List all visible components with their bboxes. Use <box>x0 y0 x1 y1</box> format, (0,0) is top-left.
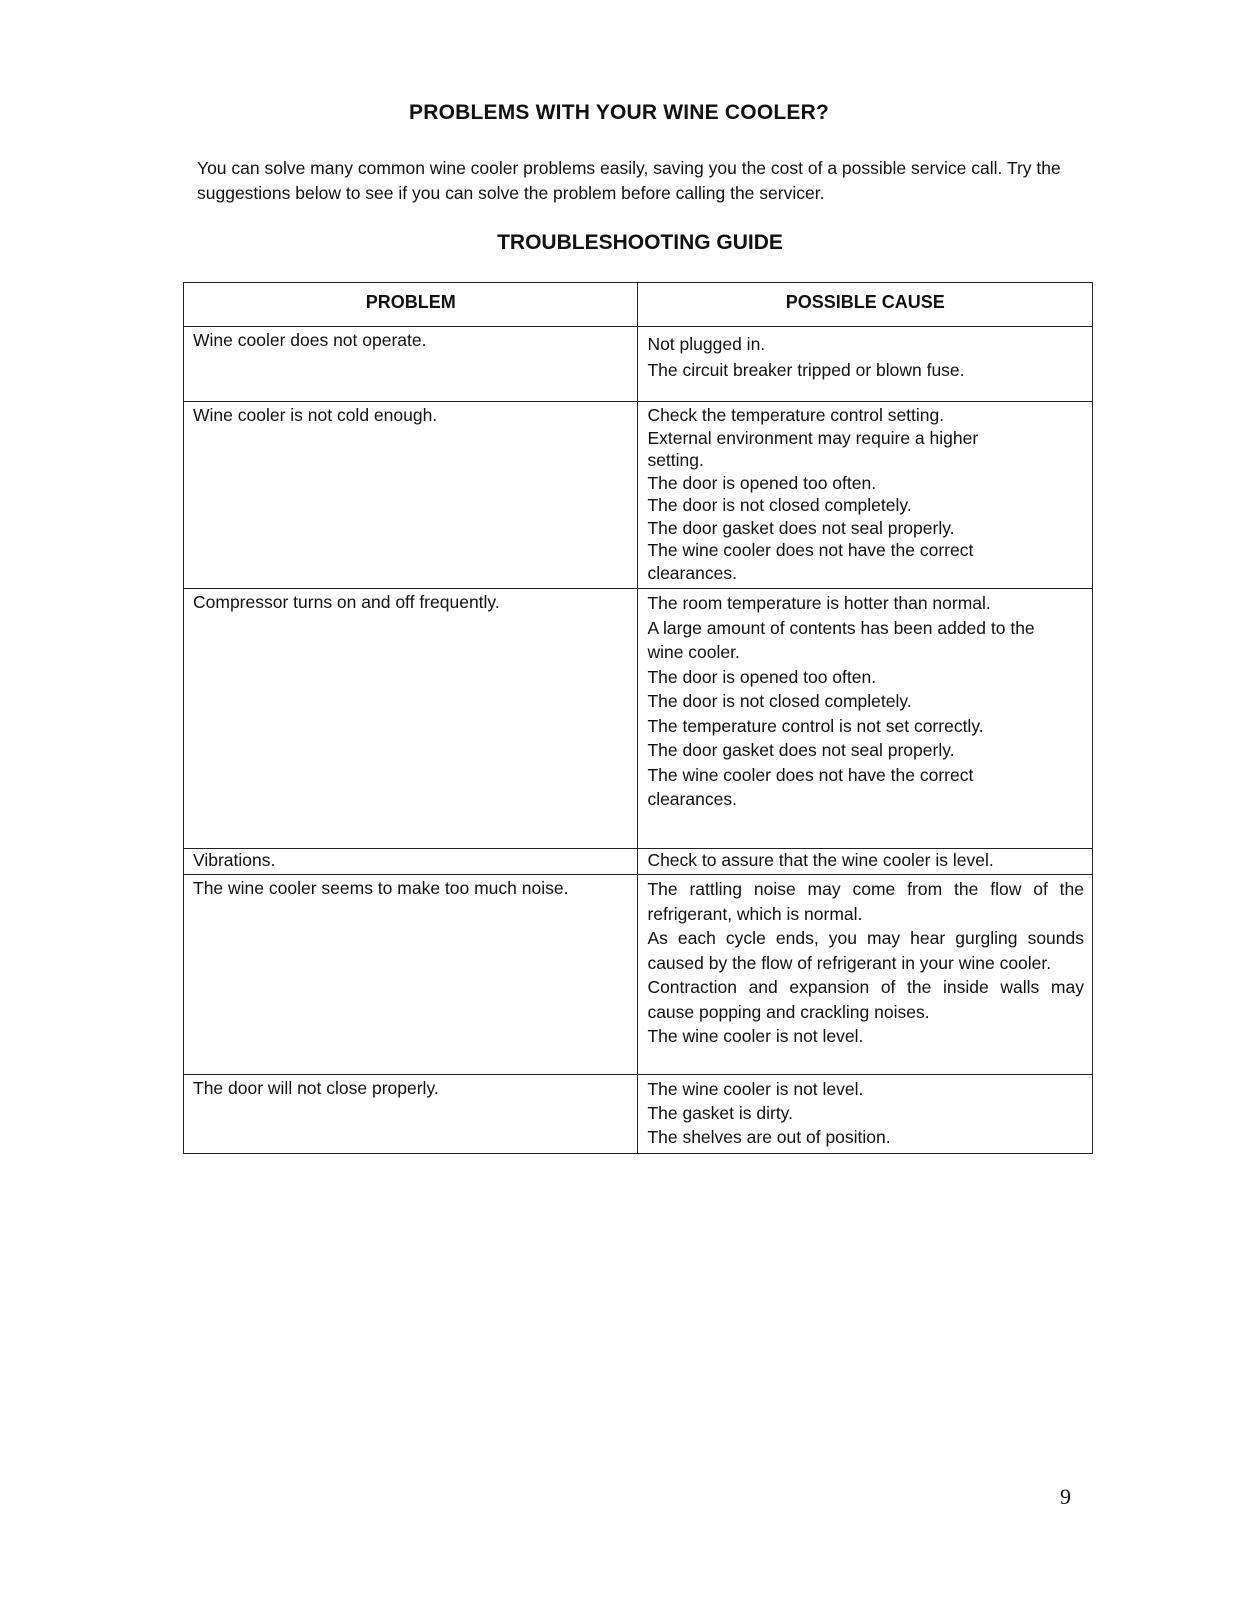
problem-cell: Wine cooler does not operate. <box>184 327 638 402</box>
cause-item: The wine cooler does not have the correct clearances. <box>647 540 974 583</box>
table-row <box>184 875 1093 1075</box>
header-problem: PROBLEM <box>184 283 638 327</box>
table-row <box>184 1075 1093 1154</box>
intro-paragraph: You can solve many common wine cooler problems easily, saving you the cost of a possible service call. Try the suggestions below to see if you can solve the problem before calling the servicer. <box>197 158 1061 203</box>
table-row <box>184 327 1093 402</box>
cause-item: The door is not closed completely. <box>647 691 912 711</box>
cause-item: As each cycle ends, you may hear gurgling sounds caused by the flow of refrigerant in your wine cooler. <box>647 928 1084 973</box>
cause-item: The wine cooler is not level. <box>647 1079 864 1099</box>
problem-cell: Vibrations. <box>184 849 638 875</box>
cause-cell <box>638 875 1093 1075</box>
problem-cell: Wine cooler is not cold enough. <box>184 402 638 589</box>
cause-cell <box>638 1075 1093 1154</box>
cause-item: The door is opened too often. <box>647 472 877 493</box>
table-row <box>184 402 1093 589</box>
cause-cell <box>638 402 1093 589</box>
table-row <box>184 589 1093 849</box>
cause-item: The circuit breaker tripped or blown fuse. <box>647 360 965 380</box>
cause-item: Not plugged in. <box>647 334 766 354</box>
problem-cell: The door will not close properly. <box>184 1075 638 1154</box>
cause-item: The shelves are out of position. <box>647 1127 891 1147</box>
cause-cell <box>638 849 1093 875</box>
cause-item: External environment may require a higher setting. <box>647 427 979 470</box>
cause-item: Contraction and expansion of the inside walls may cause popping and crackling noises. <box>647 977 1084 1022</box>
cause-item: The gasket is dirty. <box>647 1103 794 1123</box>
problem-cell: Compressor turns on and off frequently. <box>184 589 638 849</box>
cause-item: The room temperature is hotter than normal. <box>647 593 991 613</box>
cause-item: The door gasket does not seal properly. <box>647 740 955 760</box>
cause-cell <box>638 589 1093 849</box>
cause-item: The door gasket does not seal properly. <box>647 517 955 538</box>
problem-cell: The wine cooler seems to make too much noise. <box>184 875 638 1075</box>
cause-item: The door is not closed completely. <box>647 495 912 515</box>
cause-item: Check the temperature control setting. <box>647 405 945 425</box>
cause-item: The rattling noise may come from the flow of the refrigerant, which is normal. <box>647 879 1084 924</box>
cause-item: The wine cooler does not have the correct clearances. <box>647 764 974 809</box>
troubleshooting-table <box>183 282 1093 1154</box>
page-title: PROBLEMS WITH YOUR WINE COOLER? <box>409 101 829 124</box>
cause-item: Check to assure that the wine cooler is level. <box>647 850 994 870</box>
cause-item: The temperature control is not set correctly. <box>647 715 984 736</box>
cause-item: A large amount of contents has been added to the wine cooler. <box>647 617 1035 662</box>
table-row <box>184 849 1093 875</box>
header-possible-cause: POSSIBLE CAUSE <box>638 283 1093 327</box>
table-header-row <box>184 283 1093 327</box>
cause-item: The door is opened too often. <box>647 666 877 687</box>
cause-cell <box>638 327 1093 402</box>
section-title: TROUBLESHOOTING GUIDE <box>497 231 783 254</box>
cause-item: The wine cooler is not level. <box>647 1026 864 1046</box>
page-number: 9 <box>1060 1484 1071 1509</box>
